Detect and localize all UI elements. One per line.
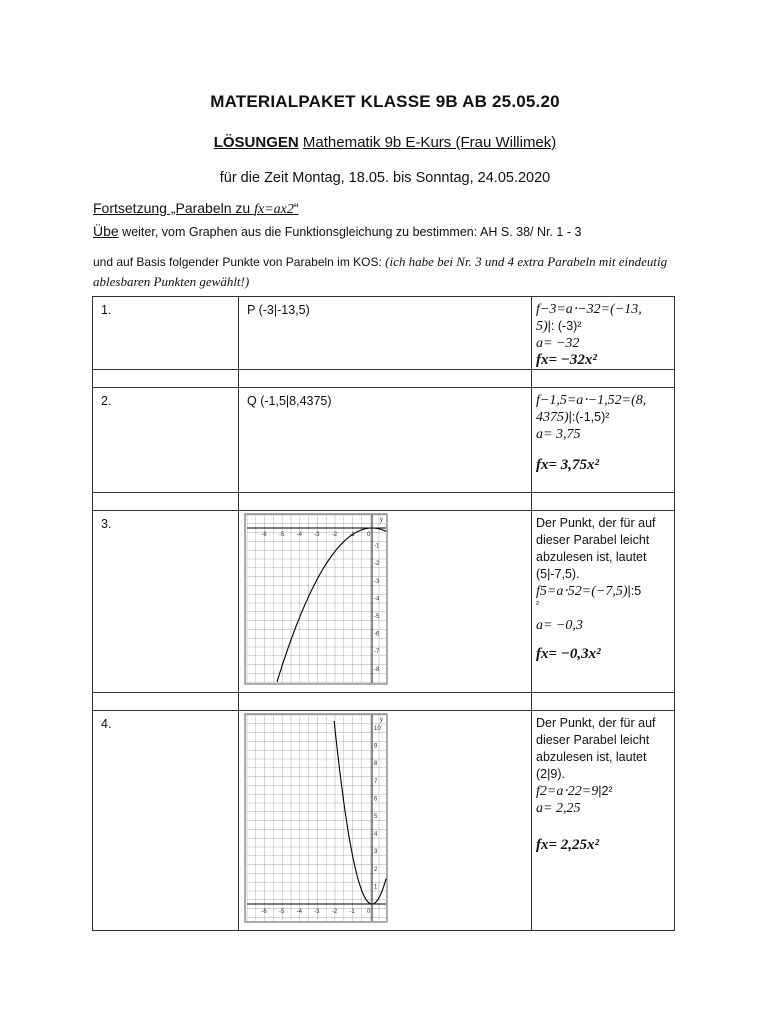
y-tick-label: -8 [374, 666, 380, 673]
solutions-label: LÖSUNGEN [213, 134, 299, 151]
y-tick-label: 1 [374, 884, 378, 891]
y-tick-label: 9 [374, 743, 378, 750]
x-tick-label: -2 [331, 532, 338, 538]
y-tick-label: -6 [374, 631, 380, 638]
x-tick-label: -6 [261, 532, 267, 538]
y-tick-label: -3 [374, 578, 380, 585]
a-value: a= −0,3 [536, 618, 583, 633]
solution-line: f−3=a⋅−32=(−13, [536, 302, 642, 317]
practice-line [93, 223, 581, 239]
a-value: a= 3,75 [536, 427, 581, 442]
x-tick-label: -3 [314, 909, 320, 915]
row-number: 3. [101, 517, 112, 531]
y-tick-label: 2 [374, 866, 378, 873]
basis-paragraph [93, 252, 693, 292]
spacer-row [93, 370, 675, 388]
basis-note: (ich habe bei Nr. 3 und 4 extra Parabeln mit eindeutig ablesbaren Punkten gewählt!) [93, 254, 668, 289]
y-tick-label: 5 [374, 814, 378, 820]
y-tick-label: 6 [374, 796, 378, 803]
period-line: für die Zeit Montag, 18.05. bis Sonntag, 24.05.2020 [219, 170, 551, 186]
solution-cell [532, 388, 674, 474]
x-tick-label: -3 [314, 532, 320, 538]
x-tick-label: -1 [349, 909, 355, 915]
y-tick-label: 4 [374, 831, 378, 838]
exercise-table [92, 296, 675, 931]
solution-cell [532, 297, 674, 369]
x-tick-label: -2 [331, 909, 338, 915]
y-tick-label: -7 [374, 649, 380, 656]
x-tick-label: 0 [367, 909, 371, 915]
row-number: 2. [101, 394, 112, 408]
solution-line: f5=a⋅52=(−7,5)|:5 [536, 584, 642, 599]
y-tick-label: -4 [374, 596, 380, 603]
x-tick-label: -1 [349, 532, 355, 538]
basis-text: und auf Basis folgender Punkte von Parabeln im KOS: [93, 255, 386, 269]
axis-label: y [380, 517, 383, 523]
table-row [93, 711, 675, 931]
result-formula: fx= 2,25x² [536, 837, 600, 853]
a-value: a= −32 [536, 336, 580, 351]
solution-line: f2=a⋅22=9|2² [536, 784, 613, 799]
spacer-row [93, 493, 675, 511]
solution-line: 5)|: (-3)² [536, 319, 582, 334]
parabola-graph [239, 511, 531, 687]
continuation-line [93, 200, 299, 218]
table-row [93, 511, 675, 693]
continuation-formula: fx=ax2 [254, 202, 294, 217]
x-tick-label: -4 [296, 909, 302, 915]
y-tick-label: 3 [374, 849, 378, 856]
explanation-text: Der Punkt, der für auf dieser Parabel leicht abzulesen ist, lautet (5|-7,5). [536, 516, 656, 581]
y-tick-label: -5 [374, 614, 380, 620]
point-label: Q (-1,5|8,4375) [247, 394, 332, 408]
point-label: P (-3|-13,5) [247, 303, 310, 317]
x-tick-label: -5 [279, 532, 285, 538]
table-row [93, 388, 675, 493]
x-tick-label: -4 [296, 532, 302, 538]
explanation-text: Der Punkt, der für auf dieser Parabel leicht abzulesen ist, lautet (2|9). [536, 716, 656, 781]
course-name: Mathematik 9b E-Kurs (Frau Willimek) [302, 134, 557, 151]
y-tick-label: -2 [374, 561, 380, 568]
course-line [0, 134, 770, 151]
solution-line: 4375)|:(-1,5)² [536, 410, 610, 425]
axis-label: y [380, 717, 383, 723]
solution-cell [532, 711, 674, 854]
graph-frame [245, 514, 387, 684]
solution-cell [532, 511, 674, 663]
y-tick-label: 8 [374, 761, 378, 768]
result-formula: fx= 3,75x² [536, 457, 600, 473]
result-formula: fx= −0,3x² [536, 646, 601, 662]
graph-frame [245, 714, 387, 922]
exponent-mark: ² [536, 599, 539, 609]
x-tick-label: -6 [261, 909, 267, 915]
continuation-suffix: “ [293, 200, 299, 216]
result-formula: fx= −32x² [536, 352, 597, 368]
x-tick-label: -5 [279, 909, 285, 915]
y-tick-label: 7 [374, 778, 378, 785]
a-value: a= 2,25 [536, 801, 581, 816]
y-tick-label: 10 [374, 726, 381, 732]
parabola-graph [239, 711, 531, 925]
practice-text: weiter, vom Graphen aus die Funktionsgleichung zu bestimmen: AH S. 38/ Nr. 1 - 3 [118, 225, 582, 239]
document-title: MATERIALPAKET KLASSE 9B AB 25.05.20 [210, 92, 560, 111]
practice-word: Übe [93, 223, 119, 239]
row-number: 1. [101, 303, 112, 317]
row-number: 4. [101, 717, 112, 731]
continuation-prefix: Fortsetzung „Parabeln zu [93, 200, 255, 216]
x-tick-label: 0 [367, 532, 371, 538]
spacer-row [93, 693, 675, 711]
y-tick-label: -1 [374, 543, 380, 550]
solution-line: f−1,5=a⋅−1,52=(8, [536, 393, 647, 408]
table-row [93, 297, 675, 370]
